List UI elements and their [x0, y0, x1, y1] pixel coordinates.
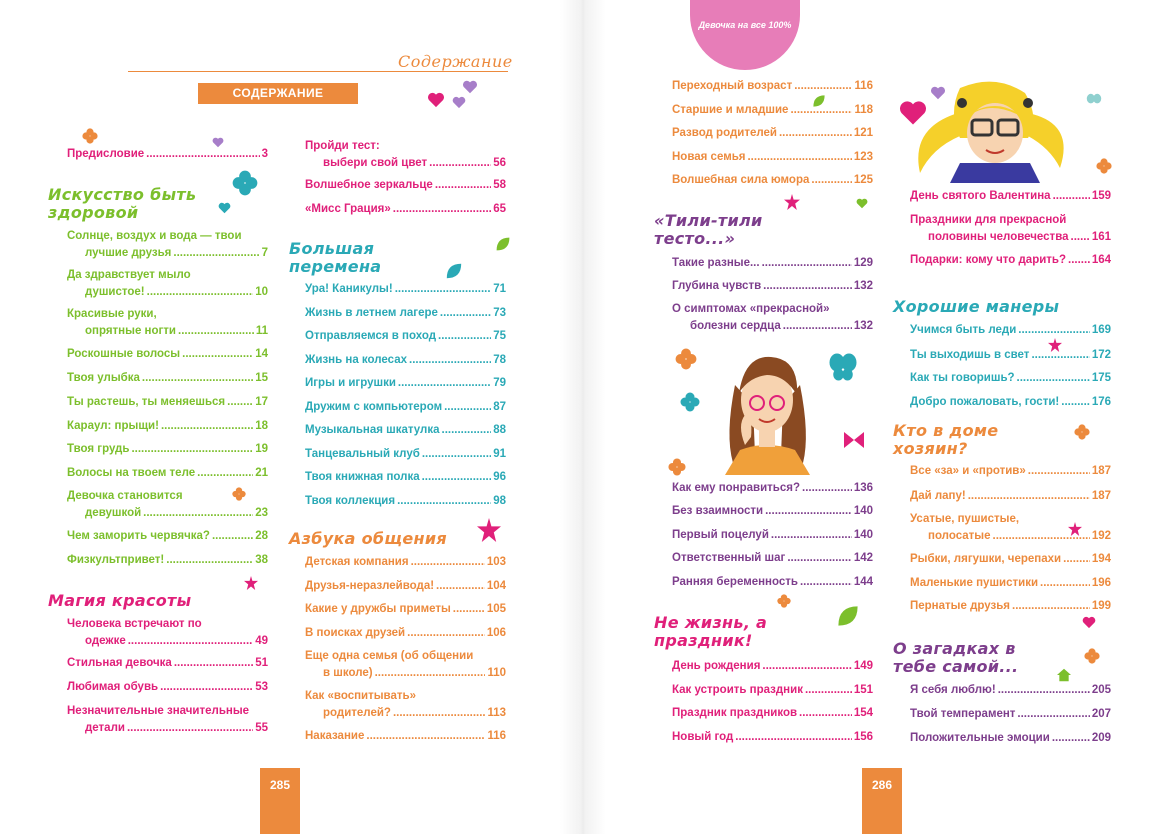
butterfly-icon [1086, 93, 1102, 109]
toc-entry[interactable] [672, 480, 873, 497]
toc-page-number: 91 [493, 448, 506, 460]
toc-entry-title: Твоя книжная полка [305, 471, 420, 483]
toc-entry[interactable] [305, 281, 506, 298]
toc-entry-title: Игры и игрушки [305, 377, 396, 389]
toc-entry-title-continued: опрятные ногти [85, 325, 177, 337]
heart-icon [452, 96, 466, 109]
toc-entry[interactable] [67, 370, 268, 387]
toc-entry[interactable] [672, 125, 873, 142]
toc-entry[interactable] [910, 706, 1111, 723]
toc-entry[interactable] [67, 267, 268, 301]
toc-page-number: 98 [493, 495, 506, 507]
toc-entry-title: Переходный возраст [672, 80, 793, 92]
toc-page-number: 116 [487, 730, 506, 742]
toc-page-number: 19 [255, 443, 268, 455]
toc-entry[interactable] [305, 352, 506, 369]
toc-entry[interactable] [67, 394, 268, 411]
toc-entry-title: Твой темперамент [910, 708, 1016, 720]
leaf-icon [836, 604, 860, 628]
toc-entry[interactable] [672, 682, 873, 699]
toc-entry-title: Ответственный шаг [672, 552, 786, 564]
toc-entry[interactable] [67, 528, 268, 545]
toc-entry[interactable] [305, 328, 506, 345]
toc-entry[interactable] [910, 511, 1111, 545]
toc-entry-title-continued: родителей? [323, 707, 391, 719]
toc-entry[interactable] [305, 688, 506, 722]
toc-entry-title: Девочка становится [67, 490, 183, 502]
toc-entry[interactable] [305, 648, 506, 682]
toc-entry-title: Стильная девочка [67, 657, 172, 669]
toc-page-number: 104 [486, 580, 506, 592]
toc-page-number: 176 [1091, 396, 1111, 408]
toc-page-number: 113 [487, 707, 506, 719]
toc-entry-title: О симптомах «прекрасной» [672, 303, 830, 315]
toc-entry-title: Отправляемся в поход [305, 330, 437, 342]
toc-entry[interactable] [672, 278, 873, 295]
toc-entry[interactable] [910, 682, 1111, 699]
toc-entry-title: Новая семья [672, 151, 746, 163]
page-number: 286 [862, 768, 902, 834]
toc-page-number: 187 [1091, 465, 1111, 477]
toc-entry-title: Незначительные значительные [67, 705, 250, 717]
toc-entry-title: Твоя улыбка [67, 372, 140, 384]
toc-entry-title-continued: девушкой [85, 507, 142, 519]
toc-page-number: 55 [255, 722, 268, 734]
toc-page-number: 149 [853, 660, 873, 672]
toc-page-number: 14 [255, 348, 268, 360]
toc-page-number: 121 [853, 127, 873, 139]
toc-page-number: 129 [853, 257, 873, 269]
heart-icon [898, 100, 928, 126]
toc-page-number: 106 [486, 627, 506, 639]
toc-entry[interactable] [672, 574, 873, 591]
toc-entry[interactable] [67, 346, 268, 363]
heart-icon [462, 80, 478, 94]
toc-entry[interactable] [910, 551, 1111, 568]
toc-entry-title-continued: полосатые [928, 530, 991, 542]
toc-entry-title: Музыкальная шкатулка [305, 424, 440, 436]
section-heading: Большая перемена [289, 239, 382, 276]
toc-entry-title: Праздник праздников [672, 707, 798, 719]
toc-entry-title-continued: выбери свой цвет [323, 157, 428, 169]
toc-entry[interactable] [672, 102, 873, 119]
toc-entry-title-continued: половины человечества [928, 231, 1069, 243]
toc-page-number: 172 [1091, 349, 1111, 361]
toc-entry-title: Танцевальный клуб [305, 448, 420, 460]
toc-entry-title: Как устроить праздник [672, 684, 803, 696]
toc-entry[interactable] [305, 177, 506, 194]
toc-page-number: 53 [255, 681, 268, 693]
toc-entry-title: Развод родителей [672, 127, 777, 139]
flower-icon [82, 128, 98, 144]
toc-entry-title: Как ему понравиться? [672, 482, 801, 494]
running-title: Содержание [398, 52, 513, 71]
toc-entry-title-continued: в школе) [323, 667, 373, 679]
toc-entry-title: Добро пожаловать, гости! [910, 396, 1060, 408]
toc-entry-title: Такие разные... [672, 257, 760, 269]
toc-entry-title: Красивые руки, [67, 308, 157, 320]
toc-page-number: 73 [493, 307, 506, 319]
toc-entry[interactable] [672, 527, 873, 544]
toc-entry-title: Какие у дружбы приметы [305, 603, 451, 615]
section-heading: Не жизнь, а праздник! [654, 613, 768, 650]
toc-page-number: 199 [1091, 600, 1111, 612]
toc-entry[interactable] [67, 465, 268, 482]
toc-entry[interactable] [672, 149, 873, 166]
toc-page-number: 207 [1091, 708, 1111, 720]
toc-entry[interactable] [910, 347, 1111, 364]
toc-entry-title: Рыбки, лягушки, черепахи [910, 553, 1062, 565]
bow-icon [842, 430, 866, 450]
toc-entry[interactable] [305, 201, 506, 218]
toc-page-number: 87 [493, 401, 506, 413]
toc-entry[interactable] [910, 252, 1111, 269]
toc-page-number: 161 [1091, 231, 1111, 243]
toc-page-number: 23 [255, 507, 268, 519]
clover-icon [680, 392, 700, 412]
toc-entry-title: Любимая обувь [67, 681, 159, 693]
house-icon [1056, 668, 1072, 682]
page-number: 285 [260, 768, 300, 834]
toc-entry-title: Ранняя беременность [672, 576, 798, 588]
toc-entry[interactable]: Предисловие ..... 3 [67, 146, 268, 163]
toc-entry[interactable] [305, 375, 506, 392]
toc-entry[interactable] [672, 503, 873, 520]
flower-icon [1096, 158, 1112, 174]
toc-page-number: 144 [853, 576, 873, 588]
toc-page-number: 78 [493, 354, 506, 366]
toc-entry-title: Без взаимности [672, 505, 764, 517]
toc-page-number: 103 [486, 556, 506, 568]
toc-entry-title: День святого Валентина [910, 190, 1051, 202]
toc-page-number: 105 [486, 603, 506, 615]
toc-entry[interactable] [305, 728, 506, 745]
toc-page-number: 164 [1091, 254, 1111, 266]
toc-entry-title: Пернатые друзья [910, 600, 1010, 612]
toc-entry-title: Наказание [305, 730, 365, 742]
section-heading: О загадках в тебе самой... [893, 639, 1019, 676]
toc-entry-title: Как «воспитывать» [305, 690, 416, 702]
leaf-icon [495, 236, 511, 252]
toc-entry[interactable] [305, 469, 506, 486]
toc-page-number: 118 [854, 104, 873, 116]
section-heading: Искусство быть здоровой [48, 185, 197, 222]
butterfly-icon [828, 352, 858, 382]
toc-page-number: 96 [493, 471, 506, 483]
toc-entry-title-continued: одежке [85, 635, 126, 647]
toc-page-number: 28 [255, 530, 268, 542]
toc-entry-title: Друзья-неразлейвода! [305, 580, 435, 592]
toc-entry[interactable] [67, 616, 268, 650]
toc-entry-title: Детская компания [305, 556, 409, 568]
leaf-icon [445, 262, 463, 280]
toc-entry[interactable] [305, 554, 506, 571]
book-title-tab: Девочка на все 100% [690, 0, 800, 70]
toc-page-number: 56 [493, 157, 506, 169]
toc-entry-title: Да здравствует мыло [67, 269, 191, 281]
toc-entry[interactable] [672, 550, 873, 567]
heart-icon [930, 86, 946, 100]
toc-page-number: 125 [853, 174, 873, 186]
toc-page-number: 196 [1091, 577, 1111, 589]
toc-entry-title: Я себя люблю! [910, 684, 996, 696]
toc-entry[interactable] [305, 578, 506, 595]
toc-entry[interactable] [672, 658, 873, 675]
toc-page-number: 169 [1091, 324, 1111, 336]
flower-icon [1084, 648, 1100, 664]
toc-page-number: 38 [255, 554, 268, 566]
toc-page-number: 11 [255, 325, 268, 337]
toc-entry-title: Учимся быть леди [910, 324, 1017, 336]
heart-icon [427, 92, 445, 108]
toc-entry-title: Твоя грудь [67, 443, 130, 455]
toc-page-number: 58 [493, 179, 506, 191]
heart-icon [1082, 616, 1096, 629]
toc-page-number: 7 [261, 247, 268, 259]
section-heading: Хорошие манеры [893, 297, 1060, 316]
toc-page-number: 159 [1091, 190, 1111, 202]
toc-entry-title: Твоя коллекция [305, 495, 396, 507]
toc-page-number: 132 [853, 320, 873, 332]
toc-entry[interactable] [305, 493, 506, 510]
toc-entry-title: «Мисс Грация» [305, 203, 391, 215]
toc-entry-title: Дай лапу! [910, 490, 966, 502]
toc-entry[interactable] [67, 552, 268, 569]
girl-illustration [715, 345, 820, 475]
toc-entry-title-continued: болезни сердца [690, 320, 781, 332]
toc-entry-title: Жизнь на колесах [305, 354, 407, 366]
toc-page-number: 136 [853, 482, 873, 494]
toc-page-number: 156 [853, 731, 873, 743]
toc-entry-title: Физкультпривет! [67, 554, 165, 566]
toc-entry-title: Пройди тест: [305, 140, 380, 152]
toc-entry[interactable] [67, 306, 268, 340]
toc-page-number: 132 [853, 280, 873, 292]
toc-entry[interactable] [672, 705, 873, 722]
flower-icon [777, 594, 791, 608]
toc-page-number: 75 [493, 330, 506, 342]
toc-entry-title: Усатые, пушистые, [910, 513, 1020, 525]
toc-entry-title: Чем заморить червячка? [67, 530, 210, 542]
toc-page-number: 116 [854, 80, 873, 92]
toc-page-number: 151 [853, 684, 873, 696]
toc-entry[interactable] [305, 399, 506, 416]
toc-entry-title: Дружим с компьютером [305, 401, 443, 413]
flower-icon [1074, 424, 1090, 440]
toc-entry-title: Положительные эмоции [910, 732, 1050, 744]
toc-entry[interactable] [305, 422, 506, 439]
toc-page-number: 10 [255, 286, 268, 298]
toc-entry-title: Роскошные волосы [67, 348, 181, 360]
section-heading: Магия красоты [48, 591, 192, 610]
star-icon [784, 194, 800, 210]
flower-icon [675, 348, 697, 370]
blonde-girl-illustration [900, 78, 1080, 183]
toc-entry[interactable] [672, 255, 873, 272]
toc-page-number: 71 [493, 283, 506, 295]
toc-page-number: 192 [1091, 530, 1111, 542]
toc-entry[interactable] [910, 370, 1111, 387]
heart-icon [856, 198, 868, 209]
toc-page-number: 88 [493, 424, 506, 436]
toc-entry-title: Волшебное зеркальце [305, 179, 433, 191]
toc-entry-title: Новый год [672, 731, 734, 743]
toc-entry-title: В поисках друзей [305, 627, 406, 639]
toc-page-number: 123 [853, 151, 873, 163]
toc-entry-title: Маленькие пушистики [910, 577, 1039, 589]
toc-page-number: 49 [255, 635, 268, 647]
toc-entry[interactable] [910, 488, 1111, 505]
toc-entry[interactable] [672, 172, 873, 189]
toc-page-number: 194 [1091, 553, 1111, 565]
toc-entry[interactable] [910, 188, 1111, 205]
toc-entry[interactable] [672, 301, 873, 335]
toc-entry-title: Еще одна семья (об общении [305, 650, 474, 662]
toc-entry[interactable] [67, 703, 268, 737]
toc-entry-title: Все «за» и «против» [910, 465, 1026, 477]
toc-page-number: 65 [493, 203, 506, 215]
toc-entry[interactable] [910, 730, 1111, 747]
toc-entry-title: Подарки: кому что дарить? [910, 254, 1067, 266]
toc-entry[interactable] [67, 418, 268, 435]
toc-entry-title: Первый поцелуй [672, 529, 769, 541]
toc-page-number: 17 [255, 396, 268, 408]
toc-entry[interactable] [910, 463, 1111, 480]
toc-entry[interactable] [910, 322, 1111, 339]
toc-entry[interactable] [305, 138, 506, 172]
toc-entry-title: Ты растешь, ты меняешься [67, 396, 226, 408]
toc-entry-title-continued: лучшие друзья [85, 247, 172, 259]
toc-entry-title: Караул: прыщи! [67, 420, 159, 432]
toc-entry-title: Солнце, воздух и вода — твои [67, 230, 242, 242]
toc-page-number: 187 [1091, 490, 1111, 502]
leaf-icon [812, 94, 826, 108]
toc-page-number: 15 [255, 372, 268, 384]
toc-page-number: 205 [1091, 684, 1111, 696]
toc-entry[interactable] [910, 394, 1111, 411]
flower-icon [668, 458, 686, 476]
toc-entry[interactable] [910, 598, 1111, 615]
toc-entry[interactable] [910, 212, 1111, 246]
toc-page-number: 154 [853, 707, 873, 719]
toc-entry-title-continued: душистое! [85, 286, 145, 298]
toc-entry-title: День рождения [672, 660, 761, 672]
toc-page-number: 175 [1091, 372, 1111, 384]
section-heading: «Тили-тили тесто...» [654, 211, 763, 248]
toc-entry-title-continued: детали [85, 722, 125, 734]
toc-entry-title: Глубина чувств [672, 280, 762, 292]
toc-entry-title: Праздники для прекрасной [910, 214, 1067, 226]
toc-entry-title: Волшебная сила юмора [672, 174, 810, 186]
toc-entry[interactable] [672, 78, 873, 95]
toc-page-number: 140 [853, 529, 873, 541]
section-heading: Кто в доме хозяин? [893, 421, 999, 458]
toc-entry[interactable] [67, 441, 268, 458]
toc-entry-title: Человека встречают по [67, 618, 202, 630]
toc-page-number: 21 [255, 467, 268, 479]
section-heading: Азбука общения [289, 529, 447, 548]
toc-entry-title: Ты выходишь в свет [910, 349, 1030, 361]
toc-entry[interactable] [672, 729, 873, 746]
toc-entry-title: Волосы на твоем теле [67, 467, 196, 479]
toc-page-number: 140 [853, 505, 873, 517]
toc-entry[interactable] [910, 575, 1111, 592]
toc-entry[interactable] [305, 601, 506, 618]
toc-page-number: 18 [255, 420, 268, 432]
contents-banner: СОДЕРЖАНИЕ [198, 83, 358, 104]
toc-entry[interactable] [67, 228, 268, 262]
toc-entry[interactable] [305, 305, 506, 322]
toc-entry-title: Старшие и младшие [672, 104, 789, 116]
star-icon [244, 576, 258, 590]
toc-entry[interactable] [67, 679, 268, 696]
toc-page-number: 79 [493, 377, 506, 389]
toc-entry-title: Ура! Каникулы! [305, 283, 393, 295]
toc-page-number: 110 [487, 667, 506, 679]
toc-page-number: 51 [255, 657, 268, 669]
header-rule [128, 71, 508, 72]
toc-page-number: 142 [853, 552, 873, 564]
toc-entry-title: Как ты говоришь? [910, 372, 1015, 384]
toc-entry[interactable] [305, 625, 506, 642]
toc-page-number: 209 [1091, 732, 1111, 744]
toc-entry[interactable] [67, 655, 268, 672]
toc-entry-title: Жизнь в летнем лагере [305, 307, 438, 319]
toc-entry[interactable] [305, 446, 506, 463]
toc-entry[interactable] [67, 488, 268, 522]
